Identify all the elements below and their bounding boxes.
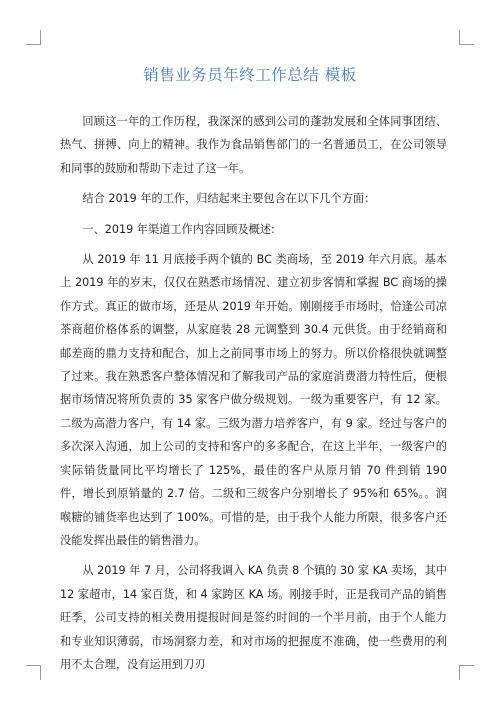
crop-mark-top-left: [26, 30, 41, 45]
crop-mark-bottom-left: [26, 665, 41, 680]
document-body: [60, 110, 447, 676]
paragraph-intro: 回顾这一年的工作历程，我深深的感到公司的蓬勃发展和全体同事团结、热气、拼搏、向上的精神。我作为食品销售部门的一名普通员工，在公司领导和同事的鼓励和帮助下走过了这一年。: [60, 115, 447, 175]
section-heading-1: 一、2019 年渠道工作内容回顾及概述:: [82, 222, 275, 236]
crop-mark-top-right: [459, 30, 474, 45]
document-title: 销售业务员年终工作总结 模板: [143, 66, 357, 84]
paragraph-channel-review: 从 2019 年 11 月底接手两个镇的 BC 类商场，至 2019 年六月底。基本上 2019 年的岁末，仅仅在熟悉市场情况、建立初步客情和掌握 BC 商场的操作方式。真正的做市场，还是从 2019 年开始。刚刚接手市场时，恰逢公司凉茶商超价格体系的调整，从家庭装 28 元调整到 30.4 元供货。由于经销商和邮差商的鼎力支持和配合，加上之前同事市场上的努力。所以价格很快就调整了过来。我在熟悉客户整体情况和了解我司产品的家庭消费潜力特性后，便根据市场情况将所负责的 35 家客户做分级规划。一级为重要客户，有 12 家。二级为高潜力客户，有 14 家。三级为潜力培养客户，有 9 家。经过与客户的多次深入沟通，加上公司的支持和客户的多多配合，在这上半年，一级客户的实际销货量同比平均增长了 125%，最佳的客户从原月销 70 件到销 190 件，增长到原销量的 2.7 倍。二级和三级客户分别增长了 95%和 65%。。润喉糖的铺货率也达到了 100%。可惜的是，由于我个人能力所限，很多客户还没能发挥出最佳的销售潜力。: [60, 253, 447, 547]
crop-mark-bottom-right: [459, 665, 474, 680]
paragraph-ka-transfer: 从 2019 年 7 月，公司将我调入 KA 负责 8 个镇的 30 家 KA 卖场，其中 12 家超市，14 家百货，和 4 家跨区 KA 场。刚接手时，正是我司产品的销售旺季，公司支持的相关费用提报时间是签约时间的一个半月前，由于个人能力和专业知识薄弱，市场洞察力差，和对市场的把握度不准确，使一些费用的利用不太合理，没有运用到刀刃: [60, 564, 447, 671]
paragraph-summary-lead: 结合 2019 年的工作，归结起来主要包含在以下几个方面：: [82, 192, 376, 206]
